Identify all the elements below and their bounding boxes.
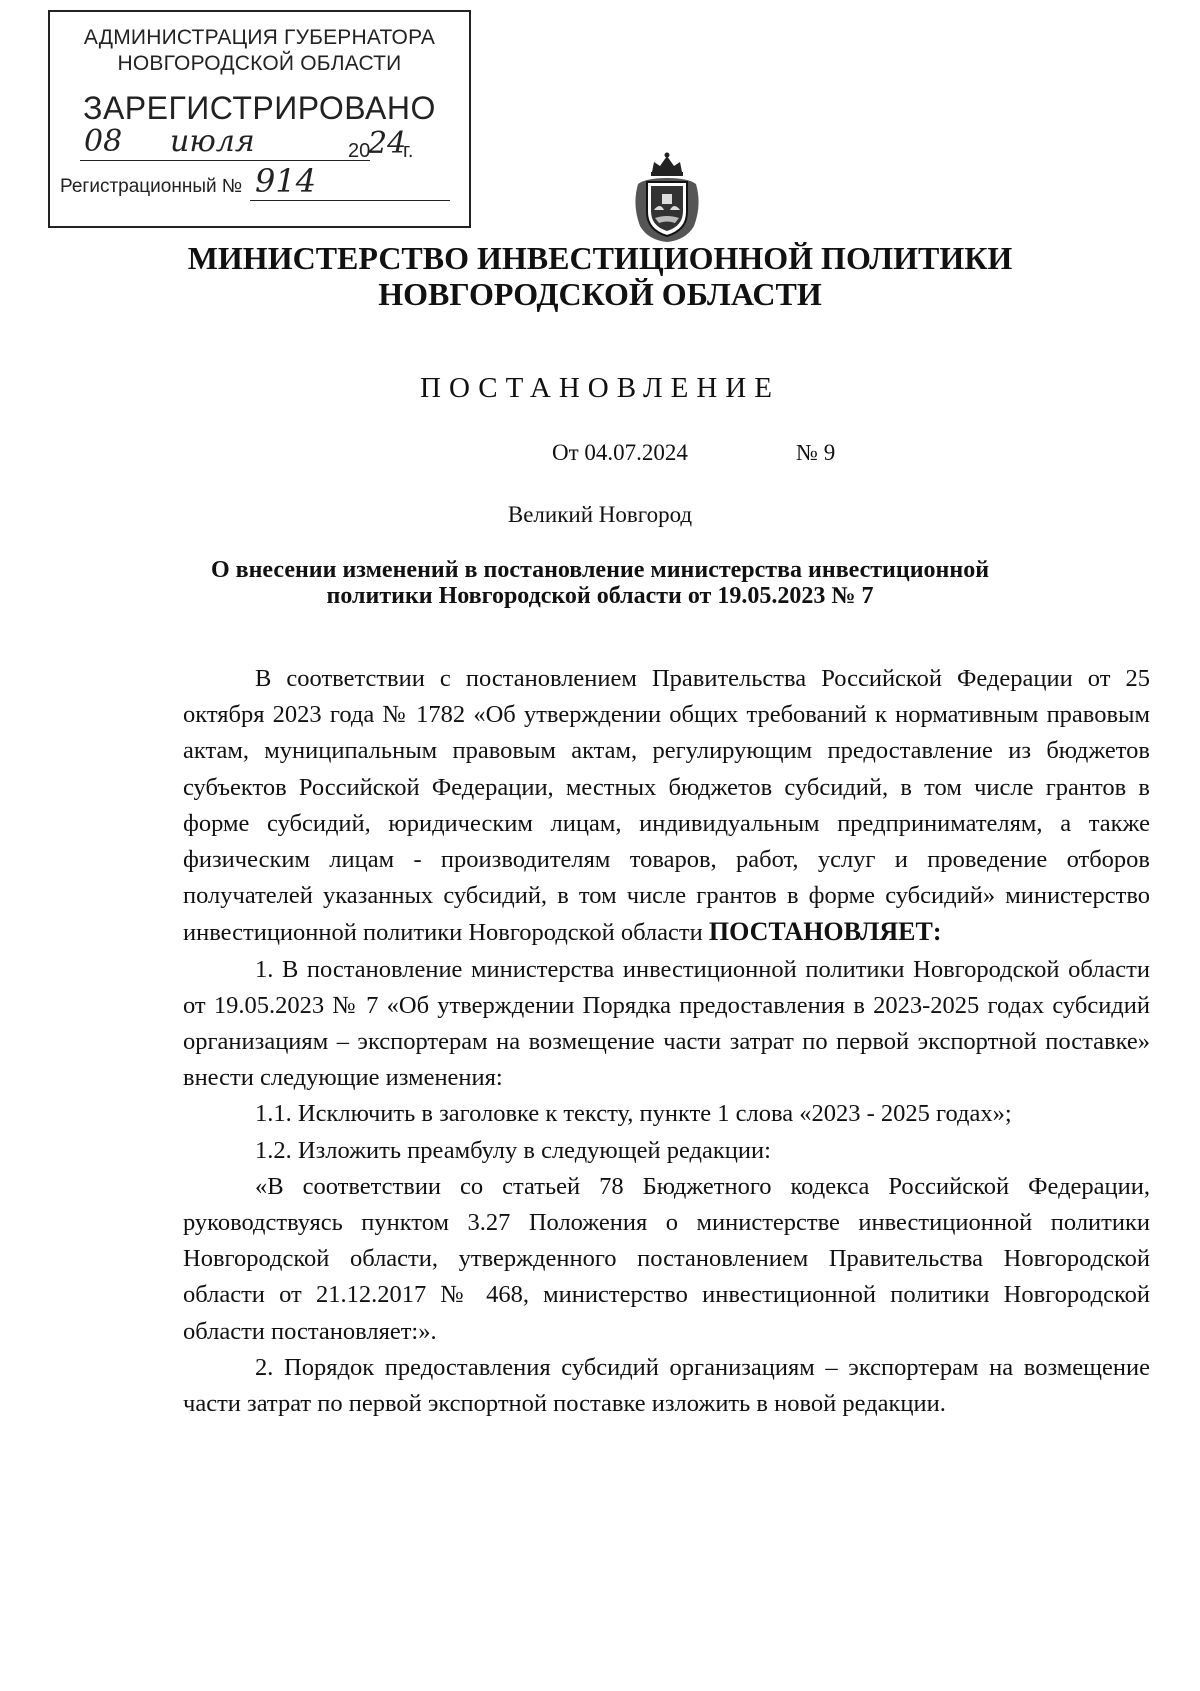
document-type: ПОСТАНОВЛЕНИЕ <box>420 372 780 404</box>
stamp-year-prefix: 20 <box>348 140 371 162</box>
document-body <box>183 661 1150 1422</box>
paragraph-item-1-1: 1.1. Исключить в заголовке к тексту, пункте 1 слова «2023 - 2025 годах»; <box>255 1100 1012 1128</box>
coat-of-arms-icon <box>630 150 704 244</box>
document-city: Великий Новгород <box>507 502 693 527</box>
stamp-month: июля <box>170 124 255 159</box>
document-date: От 04.07.2024 <box>552 440 688 465</box>
paragraph-item-1: 1. В постановление министерства инвестиционной политики Новгородской области от 19.05.2023 № 7 «Об утверждении Порядка предоставления в 2023-2025 годах субсидий организациям – экспортерам на возмещение части затрат по первой экспортной поставке» внести следующие изменения: <box>183 955 1150 1092</box>
stamp-day: 08 <box>84 124 123 159</box>
stamp-org-line2: НОВГОРОДСКОЙ ОБЛАСТИ <box>117 52 402 75</box>
paragraph-item-2: 2. Порядок предоставления субсидий организациям – экспортерам на возмещение части затрат по первой экспортной поставке изложить в новой редакции. <box>183 1353 1150 1418</box>
stamp-status: ЗАРЕГИСТРИРОВАНО <box>83 90 436 126</box>
stamp-reg-underline <box>250 200 450 201</box>
stamp-year-suffix: 24 <box>368 126 407 161</box>
stamp-date-underline <box>80 160 370 161</box>
registration-stamp <box>48 10 471 228</box>
ministry-line1: МИНИСТЕРСТВО ИНВЕСТИЦИОННОЙ ПОЛИТИКИ <box>187 240 1013 276</box>
stamp-reg-number: 914 <box>255 162 317 200</box>
stamp-reg-label: Регистрационный № <box>60 176 243 197</box>
decree-word: ПОСТАНОВЛЯЕТ: <box>708 917 942 947</box>
paragraph-quote: «В соответствии со статьей 78 Бюджетного кодекса Российской Федерации, руководствуясь пунктом 3.27 Положения о министерстве инвестиционной политики Новгородской области, утвержденного постановлением Правительства Новгородской области от 21.12.2017 № 468, министерство инвестиционной политики Новгородской области постановляет:». <box>183 1172 1150 1345</box>
document-number: № 9 <box>796 440 836 465</box>
document-title <box>0 557 1200 609</box>
paragraph-preamble <box>183 661 1150 952</box>
ministry-line2: НОВГОРОДСКОЙ ОБЛАСТИ <box>378 276 822 312</box>
paragraph-item-1-2: 1.2. Изложить преамбулу в следующей редакции: <box>255 1136 771 1164</box>
stamp-org-line1: АДМИНИСТРАЦИЯ ГУБЕРНАТОРА <box>83 26 436 49</box>
preamble-text: В соответствии с постановлением Правительства Российской Федерации от 25 октября 2023 года № 1782 «Об утверждении общих требований к нормативным правовым актам, муниципальным правовым актам, регулирующим предоставление из бюджетов субъектов Российской Федерации, местных бюджетов субсидий, в том числе грантов в форме субсидий, юридическим лицам, индивидуальным предпринимателям, а также физическим лицам - производителям товаров, работ, услуг и проведение отборов получателей указанных субсидий, в том числе грантов в форме субсидий» министерство инвестиционной политики Новгородской области <box>183 665 1150 947</box>
ministry-name <box>0 240 1200 312</box>
stamp-year-unit: г. <box>403 140 414 162</box>
title-line1: О внесении изменений в постановление министерства инвестиционной <box>210 557 990 583</box>
title-line2: политики Новгородской области от 19.05.2023 № 7 <box>326 583 874 609</box>
